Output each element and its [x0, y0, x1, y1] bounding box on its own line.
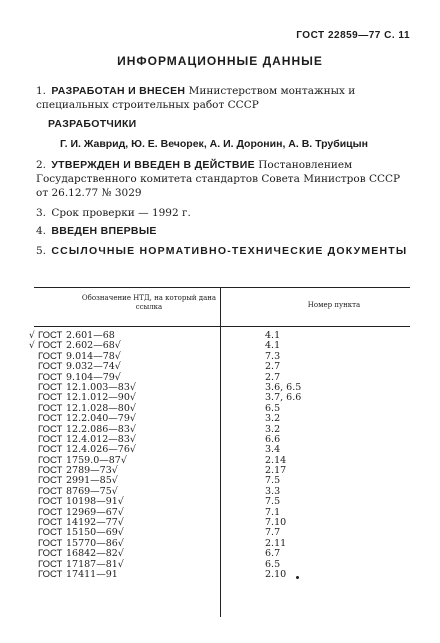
standard-prefix: ГОСТ — [38, 485, 63, 497]
standard-number: 2789—73√ — [66, 465, 118, 477]
standard-number: 12969—67√ — [66, 506, 124, 518]
section-3 — [36, 206, 408, 220]
standard-prefix: ГОСТ — [38, 423, 63, 435]
standard-prefix: ГОСТ — [38, 475, 63, 487]
clause-number: 3.7, 6.6 — [265, 392, 302, 404]
clause-number: 6.7 — [265, 548, 281, 560]
clause-number: 6.5 — [265, 402, 281, 414]
section-number: 2. — [36, 159, 47, 171]
standard-number: 16842—82√ — [66, 548, 124, 560]
section-text: Постановлением Государственного комитета стандартов Совета Министров СССР от 26.12.77 № 3029 — [36, 159, 401, 199]
standard-prefix: ГОСТ — [38, 381, 63, 393]
standard-prefix: ГОСТ — [38, 371, 63, 383]
standard-number: 15150—69√ — [66, 527, 124, 539]
standard-number: 1759.0—87√ — [66, 454, 127, 466]
standard-prefix: ГОСТ — [38, 465, 63, 477]
standard-number: 12.2.040—79√ — [66, 413, 136, 425]
standard-number: 12.1.028—80√ — [66, 402, 136, 414]
clause-number: 6.5 — [265, 558, 281, 570]
clause-number: 2.7 — [265, 371, 281, 383]
standard-prefix: ГОСТ — [38, 506, 63, 518]
clause-number: 6.6 — [265, 433, 281, 445]
standard-prefix: ГОСТ — [38, 330, 63, 341]
standard-number: 17411—91 — [66, 568, 118, 580]
clause-number: 3.4 — [265, 444, 281, 456]
clause-number: 7.5 — [265, 496, 281, 508]
table-body — [29, 330, 410, 580]
standard-number: 2.602—68√ — [66, 340, 121, 352]
standard-number: 14192—77√ — [66, 517, 124, 529]
clause-number: 2.10 — [265, 568, 287, 580]
standard-number: 15770—86√ — [66, 537, 124, 549]
clause-number: 3.3 — [265, 485, 281, 497]
standard-prefix: ГОСТ — [38, 496, 63, 508]
section-text: Срок проверки — 1992 г. — [51, 207, 191, 219]
clause-number: 4.1 — [265, 330, 281, 341]
standard-number: 12.2.086—83√ — [66, 423, 136, 435]
standard-number: 9.014—78√ — [66, 350, 121, 362]
section-heading: ССЫЛОЧНЫЕ НОРМАТИВНО-ТЕХНИЧЕСКИЕ ДОКУМЕНТЫ — [51, 245, 408, 257]
standard-number: 12.1.003—83√ — [66, 381, 136, 393]
section-5 — [36, 244, 408, 258]
page-header: ГОСТ 22859—77 С. 11 — [296, 30, 410, 41]
clause-number: 2.14 — [265, 454, 287, 466]
developers-list: Г. И. Жаврид, Ю. Е. Вечорек, А. И. Доронин, А. В. Трубицын — [60, 138, 368, 150]
clause-number: 7.10 — [265, 517, 287, 529]
standard-number: 10198—91√ — [66, 496, 124, 508]
clause-number: 2.11 — [265, 537, 287, 549]
standard-number: 12.1.012—90√ — [66, 392, 136, 404]
section-4 — [36, 224, 408, 238]
standard-prefix: ГОСТ — [38, 527, 63, 539]
clause-number: 7.7 — [265, 527, 281, 539]
standard-prefix: ГОСТ — [38, 402, 63, 414]
check-mark: √ — [29, 341, 35, 352]
section-heading: РАЗРАБОТАН И ВНЕСЕН — [51, 85, 186, 97]
standard-prefix: ГОСТ — [38, 444, 63, 456]
standard-number: 8769—75√ — [66, 485, 118, 497]
section-number: 5. — [36, 245, 47, 257]
standard-prefix: ГОСТ — [38, 392, 63, 404]
standard-prefix: ГОСТ — [38, 537, 63, 549]
standard-prefix: ГОСТ — [38, 361, 63, 373]
clause-number: 7.1 — [265, 506, 281, 518]
section-heading: ВВЕДЕН ВПЕРВЫЕ — [51, 225, 157, 237]
table-header — [34, 288, 410, 327]
ink-dot — [296, 576, 299, 579]
column-header-document: Обозначение НТД, на который дана ссылка — [81, 294, 217, 311]
standard-prefix: ГОСТ — [38, 433, 63, 445]
section-number: 4. — [36, 225, 47, 237]
standard-number: 12.4.012—83√ — [66, 433, 136, 445]
standard-number: 2991—85√ — [66, 475, 118, 487]
section-heading: УТВЕРЖДЕН И ВВЕДЕН В ДЕЙСТВИЕ — [51, 159, 255, 171]
section-2 — [36, 158, 408, 200]
section-number: 3. — [36, 207, 47, 219]
clause-number: 3.2 — [265, 413, 281, 425]
standard-prefix: ГОСТ — [38, 413, 63, 425]
clause-number: 4.1 — [265, 340, 281, 352]
standard-number: 9.104—79√ — [66, 371, 121, 383]
standard-prefix: ГОСТ — [38, 558, 63, 570]
references-table — [34, 287, 410, 327]
standard-prefix: ГОСТ — [38, 350, 63, 362]
table-row — [34, 362, 410, 372]
check-mark: √ — [29, 331, 35, 341]
clause-number: 2.17 — [265, 465, 287, 477]
standard-number: 2.601—68 — [66, 330, 115, 341]
standard-number: 17187—81√ — [66, 558, 124, 570]
table-row — [34, 414, 410, 424]
standard-prefix: ГОСТ — [38, 548, 63, 560]
standard-prefix: ГОСТ — [38, 517, 63, 529]
standard-number: 12.4.026—76√ — [66, 444, 136, 456]
standard-prefix: ГОСТ — [38, 340, 63, 352]
clause-number: 2.7 — [265, 361, 281, 373]
clause-number: 7.3 — [265, 350, 281, 362]
standard-number: 9.032—74√ — [66, 361, 121, 373]
clause-number: 7.5 — [265, 475, 281, 487]
standard-prefix: ГОСТ — [38, 568, 63, 580]
table-row — [34, 570, 410, 580]
section-text: Министерством монтажных и специальных строительных работ СССР — [36, 85, 356, 111]
section-number: 1. — [36, 85, 47, 97]
column-header-clause: Номер пункта — [307, 301, 361, 309]
standard-prefix: ГОСТ — [38, 454, 63, 466]
section-1 — [36, 84, 408, 112]
page-title: ИНФОРМАЦИОННЫЕ ДАННЫЕ — [117, 54, 323, 68]
clause-number: 3.6, 6.5 — [265, 381, 302, 393]
developers-heading: РАЗРАБОТЧИКИ — [48, 118, 137, 130]
clause-number: 3.2 — [265, 423, 281, 435]
